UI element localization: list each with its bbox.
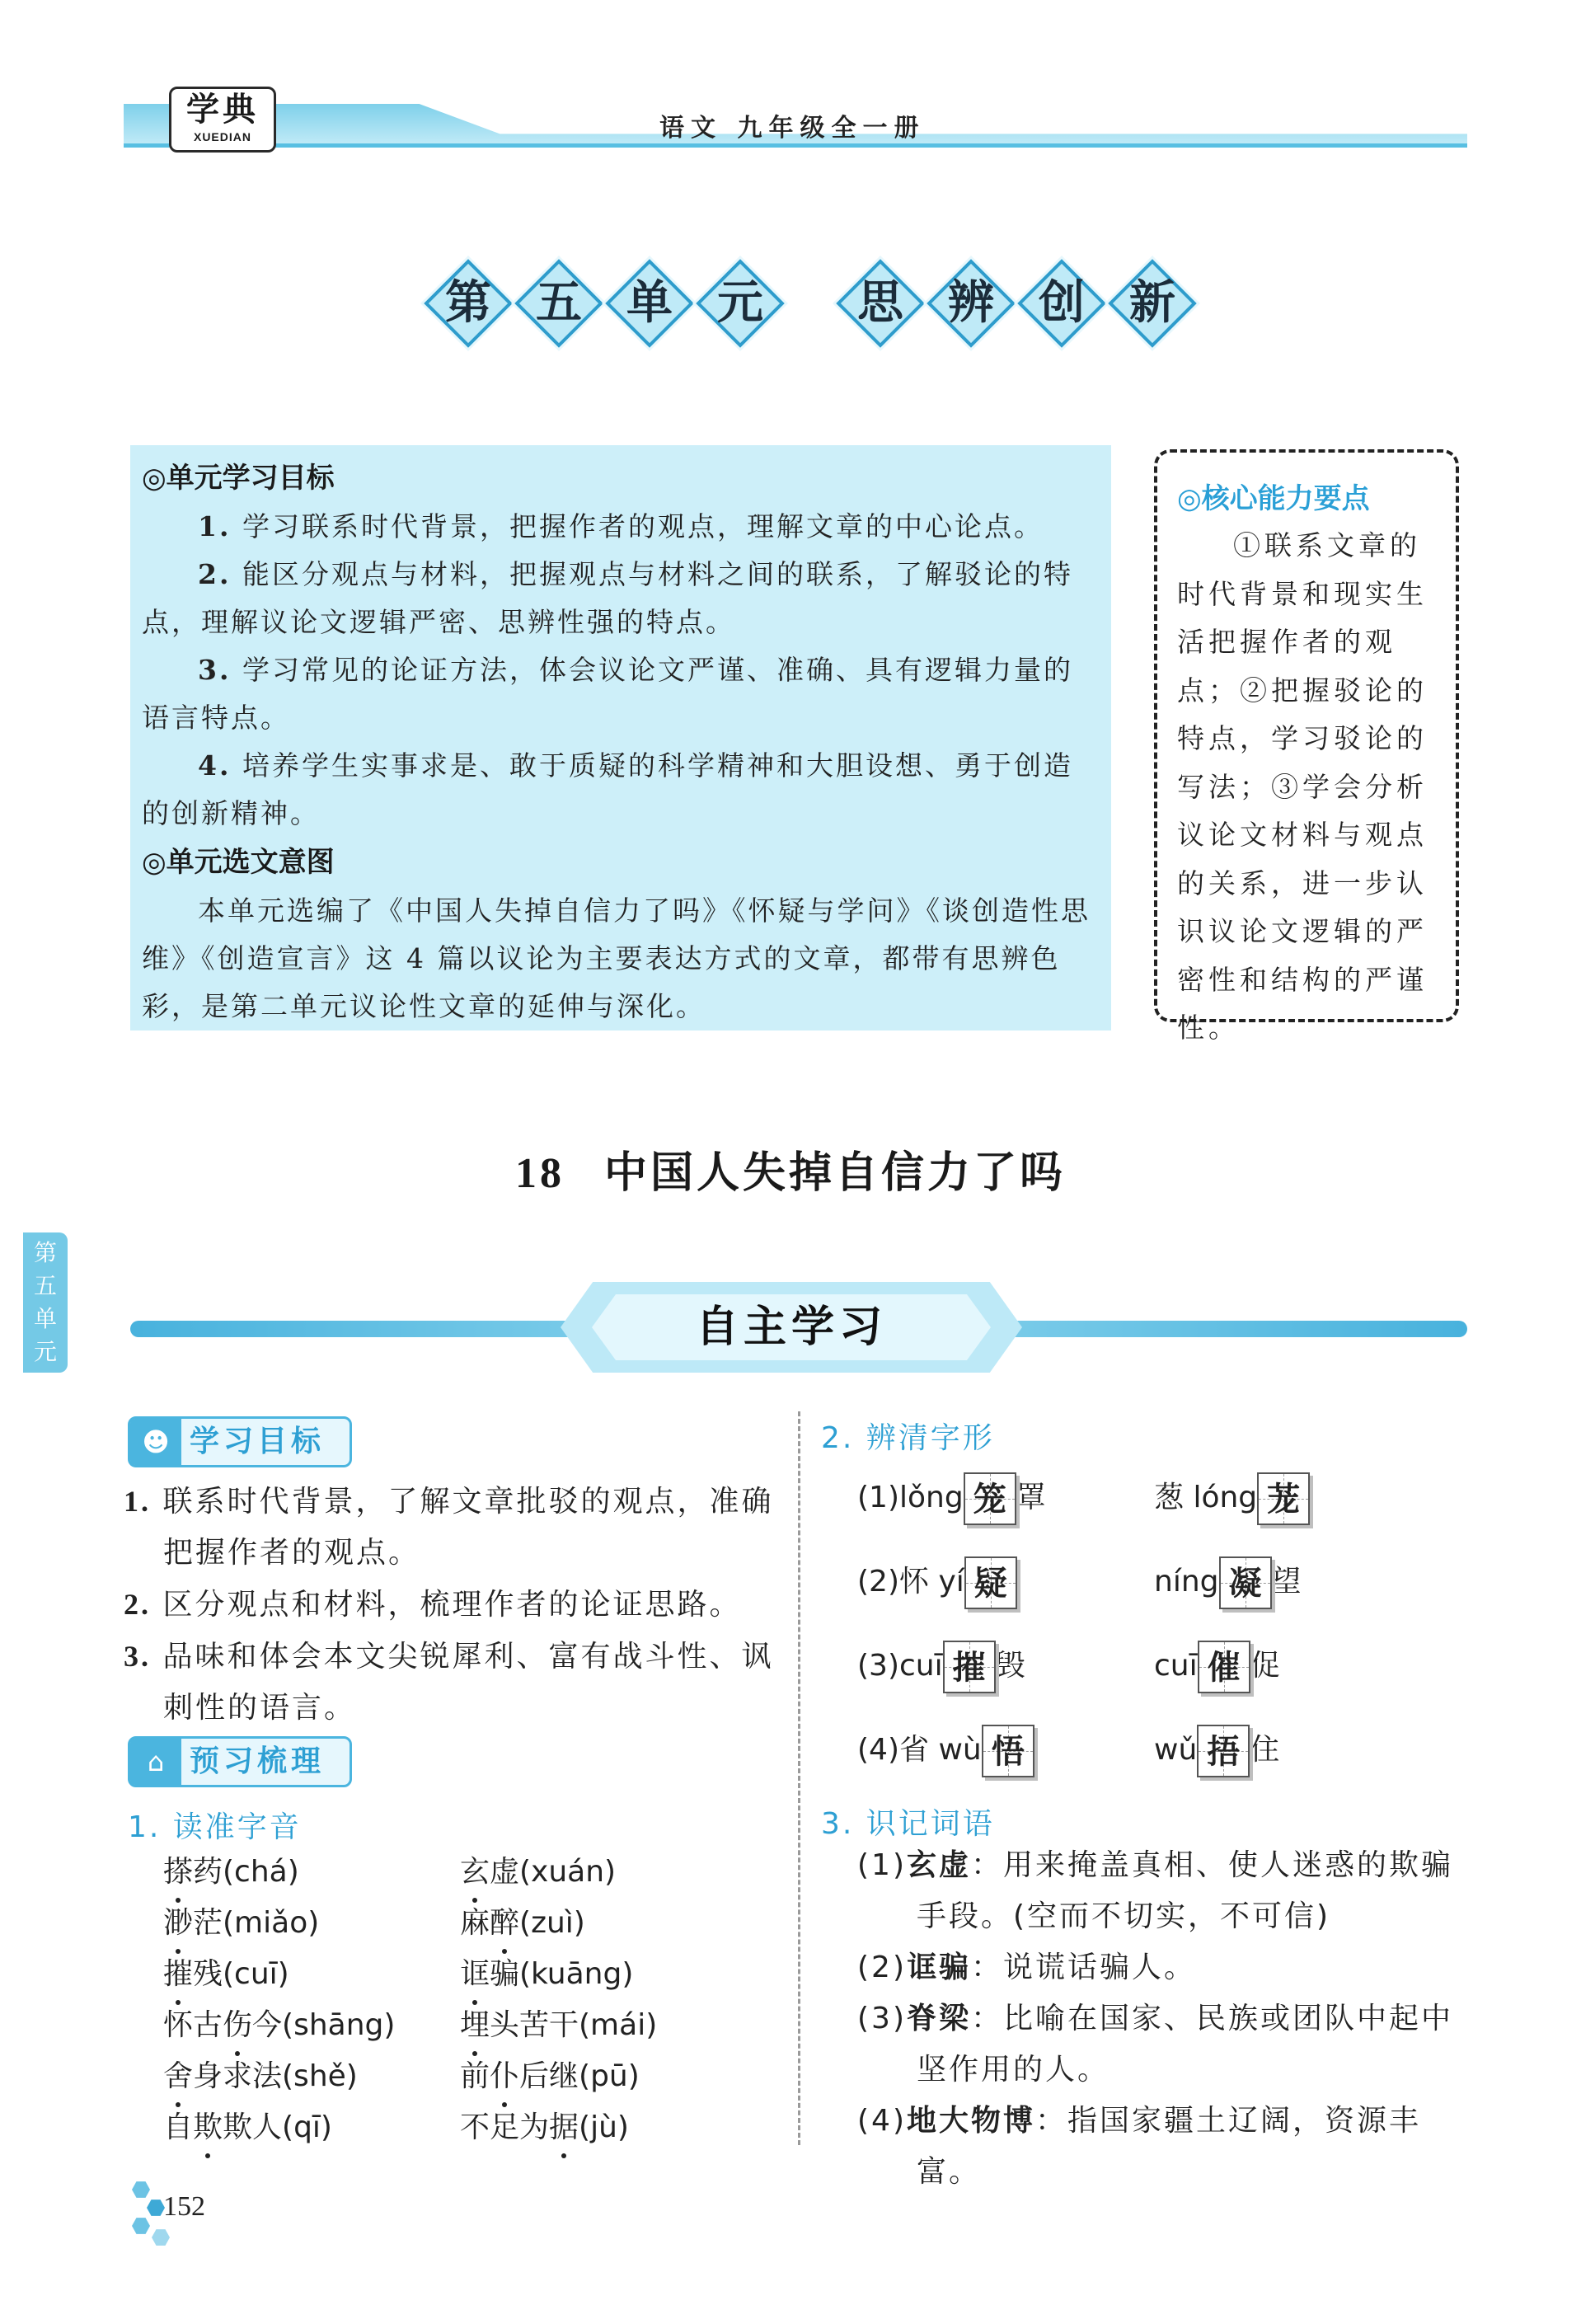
learning-goals-list xyxy=(124,1476,783,1734)
pronunciation-column-right xyxy=(460,1847,657,2153)
unit-char-tile: 第 xyxy=(429,264,508,343)
vocab-item: (4)地大物博：指国家疆土辽阔，资源丰富。 xyxy=(857,2104,1422,2189)
logo-main-text: 学典 xyxy=(186,90,259,129)
pronunciation-heading: 1. 读准字音 xyxy=(128,1810,302,1844)
glyph-item: cuī 催 促 xyxy=(1154,1637,1280,1695)
unit-number-title xyxy=(429,264,780,363)
unit-char-tile: 五 xyxy=(519,264,598,343)
pron-item: 渺茫(miǎo) xyxy=(163,1898,395,1949)
book-title: 语文 九年级全一册 xyxy=(659,114,926,143)
vocab-item: (2)诓骗：说谎话骗人。 xyxy=(857,1951,1197,1984)
intent-heading: ◎单元选文意图 xyxy=(142,846,335,879)
list-item: 1. 联系时代背景，了解文章批驳的观点，准确把握作者的观点。 xyxy=(124,1485,774,1570)
preview-tag: ⌂ 预习梳理 xyxy=(128,1736,352,1787)
objectives-heading: ◎单元学习目标 xyxy=(142,462,335,495)
pron-item: 自欺欺人(qī) xyxy=(163,2102,395,2153)
pron-item: 麻醉(zuì) xyxy=(460,1898,657,1949)
pron-item: 不足为据(jù) xyxy=(460,2102,657,2153)
vocab-heading: 3. 识记词语 xyxy=(821,1807,995,1841)
unit-objectives-box xyxy=(130,445,1111,1031)
core-heading: ◎核心能力要点 xyxy=(1177,482,1370,515)
side-tab-text: 第五单元 xyxy=(33,1239,57,1365)
unit-char-tile: 新 xyxy=(1113,264,1192,343)
core-abilities-box xyxy=(1154,449,1459,1044)
person-icon: ☻ xyxy=(130,1419,181,1465)
logo-sub-text: XUEDIAN xyxy=(193,130,251,143)
lesson-number: 18 xyxy=(514,1150,565,1197)
publisher-logo xyxy=(169,87,276,153)
unit-theme-title xyxy=(841,264,1192,363)
glyphs-heading: 2. 辨清字形 xyxy=(821,1421,995,1455)
hexagon-decoration xyxy=(132,2217,150,2235)
lesson-title xyxy=(0,1138,1581,1200)
house-icon: ⌂ xyxy=(130,1739,181,1785)
column-divider xyxy=(798,1411,800,2145)
intent-text: 本单元选编了《中国人失掉自信力了吗》《怀疑与学问》《谈创造性思维》《创造宣言》这 4 篇以议论为主要表达方式的文章，都带有思辨色彩，是第二单元议论性文章的延伸与深化。 xyxy=(142,894,1091,1022)
glyph-item: 葱 lóng 茏 xyxy=(1154,1469,1310,1527)
objective-item: 1. 学习联系时代背景，把握作者的观点，理解文章的中心论点。 xyxy=(198,510,1044,542)
unit-char-tile: 思 xyxy=(841,264,920,343)
pronunciation-column-left xyxy=(163,1847,395,2153)
list-item: 2. 区分观点和材料，梳理作者的论证思路。 xyxy=(124,1588,742,1622)
hexagon-decoration xyxy=(147,2199,165,2217)
learning-goals-tag: ☻ 学习目标 xyxy=(128,1416,352,1467)
pron-item: 玄虚(xuán) xyxy=(460,1847,657,1898)
glyph-item: (2)怀 yí 疑 xyxy=(857,1553,1017,1611)
objective-item: 4. 培养学生实事求是、敢于质疑的科学精神和大胆设想、勇于创造的创新精神。 xyxy=(142,749,1073,829)
page-number: 152 xyxy=(163,2191,205,2222)
header-line xyxy=(124,143,1467,148)
lesson-name: 中国人失掉自信力了吗 xyxy=(603,1148,1066,1198)
glyph-item: (3)cuī 摧 毁 xyxy=(857,1637,1025,1695)
pron-item: 舍身求法(shě) xyxy=(163,2051,395,2102)
pron-item: 怀古伤今(shāng) xyxy=(163,2000,395,2051)
unit-char-tile: 单 xyxy=(610,264,689,343)
pron-item: 诓骗(kuāng) xyxy=(460,1949,657,2000)
pron-item: 前仆后继(pū) xyxy=(460,2051,657,2102)
pron-item: 埋头苦干(mái) xyxy=(460,2000,657,2051)
vocab-item: (1)玄虚：用来掩盖真相、使人迷惑的欺骗手段。(空而不切实，不可信) xyxy=(857,1848,1454,1933)
vocab-list xyxy=(857,1840,1475,2198)
unit-side-tab xyxy=(23,1232,68,1373)
glyph-item: níng 凝 望 xyxy=(1154,1553,1302,1611)
glyph-item: wǔ 捂 住 xyxy=(1154,1721,1279,1779)
section-title: 自主学习 xyxy=(695,1303,887,1352)
pron-item: 搽药(chá) xyxy=(163,1847,395,1898)
hexagon-decoration xyxy=(132,2181,150,2199)
pron-item: 摧残(cuī) xyxy=(163,1949,395,2000)
glyph-item: (4)省 wù 悟 xyxy=(857,1721,1034,1779)
hexagon-decoration xyxy=(152,2228,170,2247)
unit-char-tile: 创 xyxy=(1022,264,1101,343)
unit-char-tile: 辨 xyxy=(931,264,1011,343)
glyph-item: (1)lǒng 笼 罩 xyxy=(857,1469,1046,1527)
objective-item: 2. 能区分观点与材料，把握观点与材料之间的联系，了解驳论的特点，理解议论文逻辑严密、思辨性强的特点。 xyxy=(142,558,1073,638)
core-text: ①联系文章的时代背景和现实生活把握作者的观点；②把握驳论的特点，学习驳论的写法；③学会分析议论文材料与观点的关系，进一步认识议论文逻辑的严密性和结构的严谨性。 xyxy=(1177,529,1428,1044)
vocab-item: (3)脊梁：比喻在国家、民族或团队中起中坚作用的人。 xyxy=(857,2002,1454,2087)
objective-item: 3. 学习常见的论证方法，体会议论文严谨、准确、具有逻辑力量的语言特点。 xyxy=(142,654,1073,734)
unit-char-tile: 元 xyxy=(701,264,780,343)
list-item: 3. 品味和体会本文尖锐犀利、富有战斗性、讽刺性的语言。 xyxy=(124,1640,774,1725)
